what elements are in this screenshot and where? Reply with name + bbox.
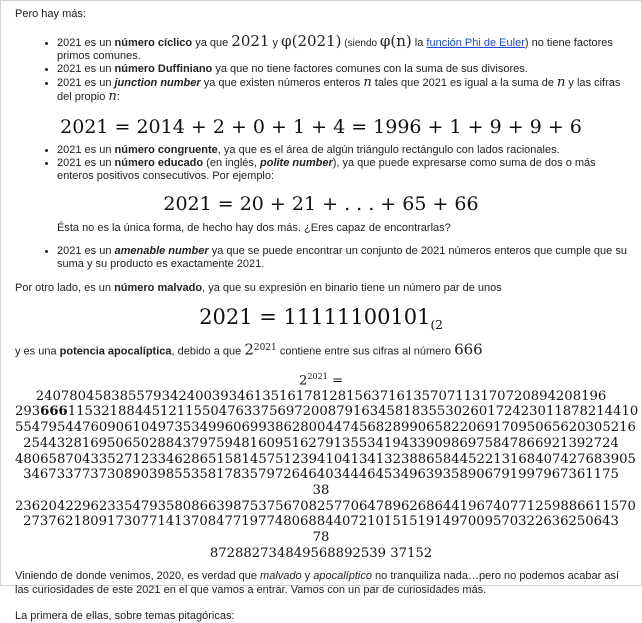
- text: 2021 es un: [57, 157, 115, 169]
- text: y: [269, 37, 282, 49]
- equals-sign: =: [327, 373, 343, 389]
- text: ya que no tiene factores comunes con la suma de sus divisores.: [212, 63, 528, 75]
- text: 2021 es un: [57, 63, 115, 75]
- term-polite: número educado: [114, 157, 204, 169]
- term-apocalyptic: potencia apocalíptica: [59, 345, 172, 358]
- text: y las cifras del propio: [57, 77, 621, 103]
- emph-malvado: malvado: [260, 570, 302, 583]
- list-item-congruent: [57, 144, 627, 157]
- list-item-cyclic: [57, 32, 627, 63]
- power-expansion: [15, 369, 639, 562]
- term-polite-en: polite number: [260, 157, 333, 169]
- note-text: Ésta no es la única forma, de hecho hay dos más. ¿Eres capaz de encontrarlas?: [57, 222, 451, 234]
- digits-666: 666: [40, 404, 68, 420]
- list-item-junction: [57, 76, 627, 104]
- digits: 293: [15, 404, 41, 420]
- text: la: [411, 37, 427, 49]
- binary-base: (2: [430, 318, 443, 332]
- power-line-6: 34673377373089039855358178357972646403444645349639358906791997967361175 38: [23, 467, 619, 498]
- math-base: 2: [244, 340, 254, 359]
- properties-list-2: [15, 144, 627, 183]
- math-2021: 2021: [231, 32, 270, 50]
- text: ya que existen números enteros: [200, 77, 364, 89]
- binary-expression: 2021 = 11111100101: [199, 305, 431, 329]
- text: (siendo: [341, 38, 380, 49]
- equation-polite: 2021 = 20 + 21 + . . . + 65 + 66: [163, 193, 479, 215]
- text: 2021 es un: [57, 77, 115, 89]
- equation-binary: [15, 301, 627, 333]
- digits: 24078045838557934240039346135161781281563716135707113170720894208196: [35, 388, 607, 404]
- math-n: n: [363, 75, 372, 90]
- term-congruent: número congruente: [114, 144, 218, 156]
- text: contiene entre sus cifras al número: [276, 345, 455, 358]
- text: 2021 es un: [57, 245, 115, 257]
- power-line-8: 27376218091730771413708477197748068844072101515191497009570322636250643 78: [23, 514, 619, 546]
- power-line-4: 25443281695065028843797594816095162791355341943390986975847866921392724: [23, 435, 619, 451]
- list-item-amenable: [57, 245, 627, 271]
- term-duffinian: número Duffiniano: [114, 63, 213, 75]
- power-line-5: 48065870433527123346286515814575123941041341323886584452213168407427683905: [15, 451, 636, 467]
- evil-paragraph: [15, 281, 627, 295]
- term-cyclic: número cíclico: [114, 37, 193, 49]
- text: 2021 es un: [57, 37, 115, 49]
- list-item-polite: [57, 157, 627, 183]
- article-body: [1, 1, 641, 623]
- math-phi-n: φ(n): [379, 32, 412, 50]
- power-line-7: 23620422962335479358086639875375670825770647896268644196740771259886611570: [15, 498, 636, 514]
- power-line-3: 55479544760906104973534996069938628004474568289906582206917095065620305216: [15, 420, 636, 436]
- math-n: n: [557, 75, 566, 90]
- math-phi-2021: φ(2021): [281, 32, 342, 50]
- text: , debido a que: [171, 345, 245, 358]
- term-junction: junction number: [114, 77, 201, 89]
- text: Por otro lado, es un: [15, 282, 115, 294]
- euler-phi-link[interactable]: función Phi de Euler: [426, 37, 525, 49]
- term-amenable: amenable number: [114, 245, 209, 257]
- text: ya que se puede encontrar un conjunto de 2021 números enteros que cumple que su suma y su producto es exactamente 2021.: [57, 245, 627, 270]
- list-item-duffinian: [57, 63, 627, 76]
- math-base: 2: [299, 373, 308, 389]
- text: ) no tiene factores primos comunes.: [57, 37, 613, 62]
- text: 2021 es un: [57, 144, 115, 156]
- text: no tranquiliza nada…pero no podemos acabar así las curiosidades de este 2021 en el que vamos a entrar. Vamos con un par de curiosidades más.: [15, 570, 620, 597]
- math-666: 666: [454, 340, 483, 359]
- digits: 11532188445121155047633756972008791634581835530260172423011878214410: [67, 404, 639, 420]
- math-n: n: [108, 89, 117, 104]
- text: tales que 2021 es igual a la suma de: [371, 77, 557, 89]
- text: y: [301, 570, 314, 583]
- text: , ya que su expresión en binario tiene un número par de unos: [202, 282, 502, 294]
- intro-text: Pero hay más:: [15, 8, 86, 20]
- power-line-1: [15, 369, 627, 405]
- text: ya que: [192, 37, 232, 49]
- power-line-2: [15, 404, 639, 420]
- math-exponent: 2021: [307, 371, 328, 381]
- apocalyptic-paragraph: [15, 339, 627, 361]
- text: ), ya que puede expresarse como suma de dos o más enteros positivos consecutivos. Por ejemplo:: [57, 157, 596, 182]
- equation-junction: 2021 = 2014 + 2 + 0 + 1 + 4 = 1996 + 1 + 9 + 9 + 6: [60, 116, 582, 138]
- properties-list-1: [15, 32, 627, 104]
- power-line-9: 872882734849568892539 37152: [209, 545, 433, 561]
- text: Viniendo de donde venimos, 2020, es verdad que: [15, 570, 261, 583]
- text: , ya que es el área de algún triángulo rectángulo con lados racionales.: [217, 144, 560, 156]
- primera-paragraph: La primera de ellas, sobre temas pitagóricas:: [15, 610, 235, 623]
- math-exponent: 2021: [253, 343, 277, 353]
- text: y es una: [15, 345, 60, 358]
- term-evil: número malvado: [114, 282, 203, 294]
- venimos-paragraph: [15, 569, 627, 597]
- text: (en inglés,: [203, 157, 260, 169]
- emph-apocaliptico: apocalíptico: [313, 570, 372, 583]
- text: :: [116, 91, 120, 103]
- properties-list-3: [15, 245, 627, 271]
